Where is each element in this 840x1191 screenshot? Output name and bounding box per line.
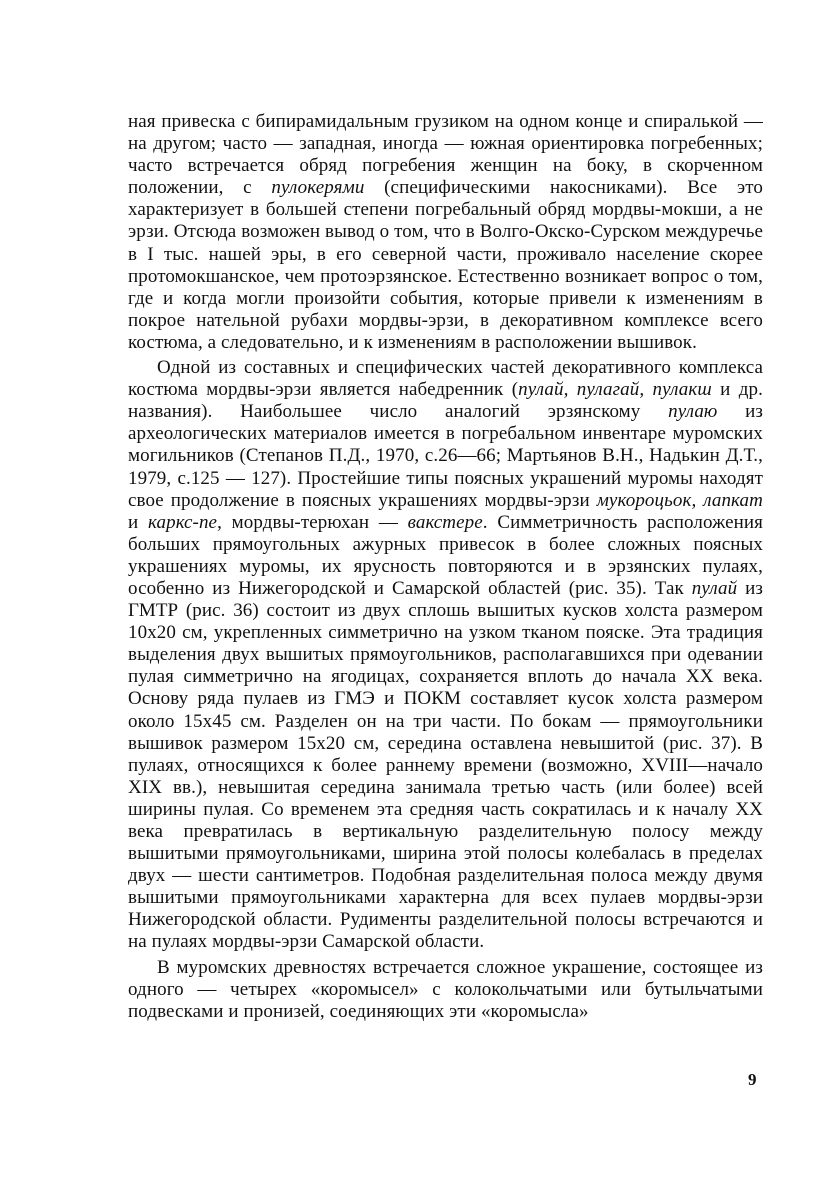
text-run: ная привеска с бипирамидальным грузиком на одном конце и спиралькой — на другом; часто — западная, иногда — южная ориентировка погребенных; часто встречается обряд погребения женщин на боку, в скорченном положении, с	[128, 111, 763, 199]
italic-term: вакстере	[407, 511, 483, 533]
text-run: из археологических материалов имеется в погребальном инвентаре муромских могильников (Степанов П.Д., 1970, с.26—66; Мартьянов В.Н., Надькин Д.Т., 1979, с.125 — 127). Простейшие типы поясных украшений муромы находят свое продолжение в поясных украшениях мордвы-эрзи	[128, 401, 763, 511]
page-body	[128, 111, 763, 1023]
italic-term: пулаю	[668, 401, 718, 423]
paragraph-3	[128, 957, 763, 1023]
text-run: . Симметричность расположения больших прямоугольных ажурных привесок в более сложных поясных украшениях муромы, их ярусность повторяются и в эрзянских пулаях, особенно из Нижегородской и Самарской областей (рис. 35). Так	[128, 511, 763, 599]
paragraph-1	[128, 111, 763, 354]
text-run: , мордвы-терюхан —	[217, 511, 408, 533]
text-run: В муромских древностях встречается сложное украшение, состоящее из одного — четырех «коромысел» с колокольчатыми или бутыльчатыми подвесками и пронизей, соединяющих эти «коромысла»	[128, 956, 763, 1022]
page-number: 9	[748, 1070, 757, 1089]
text-run: и	[128, 511, 148, 533]
paragraph-2	[128, 357, 763, 954]
italic-term: мукороцьок, лапкат	[596, 489, 763, 511]
italic-term: каркс-пе	[148, 511, 218, 533]
italic-term: пулокерями	[271, 177, 365, 199]
text-run: (специфическими накосниками). Все это характеризует в большей степени погребальный обряд мордвы-мокши, а не эрзи. Отсюда возможен вывод о том, что в Волго-Окско-Сурском междуречье в I тыс. нашей эры, в его северной части, проживало население скорее протомокшанское, чем протоэрзянское. Естественно возникает вопрос о том, где и когда могли произойти события, которые привели к изменениям в покрое нательной рубахи мордвы-эрзи, в декоративном комплексе всего костюма, а следовательно, и к изменениям в расположении вышивок.	[128, 177, 763, 353]
text-run: и др. названия). Наибольшее число аналогий эрзянскому	[128, 379, 763, 423]
text-run: из ГМТР (рис. 36) состоит из двух сплошь вышитых кусков холста размером 10х20 см, укрепленных симметрично на узком тканом пояске. Эта традиция выделения двух вышитых прямоугольников, располагавшихся при одевании пулая симметрично на ягодицах, сохраняется вплоть до начала XX века. Основу ряда пулаев из ГМЭ и ПОКМ составляет кусок холста размером около 15х45 см. Разделен он на три части. По бокам — прямоугольники вышивок размером 15х20 см, середина оставлена невышитой (рис. 37). В пулаях, относящихся к более раннему времени (возможно, XVIII—начало XIX вв.), невышитая середина занимала третью часть (или более) всей ширины пулая. Со временем эта средняя часть сократилась и к началу XX века превратилась в вертикальную разделительную полосу между вышитыми прямоугольниками, ширина этой полосы колебалась в пределах двух — шести сантиметров. Подобная разделительная полоса между двумя вышитыми прямоугольниками характерна для всех пулаев мордвы-эрзи Нижегородской области. Рудименты разделительной полосы встречаются и на пулаях мордвы-эрзи Самарской области.	[128, 577, 763, 953]
text-run: Одной из составных и специфических частей декоративного комплекса костюма мордвы-эрзи является набедренник (	[128, 357, 763, 401]
italic-term: пулай	[691, 577, 738, 599]
italic-term: пулай, пулагай, пулакш	[518, 379, 712, 401]
